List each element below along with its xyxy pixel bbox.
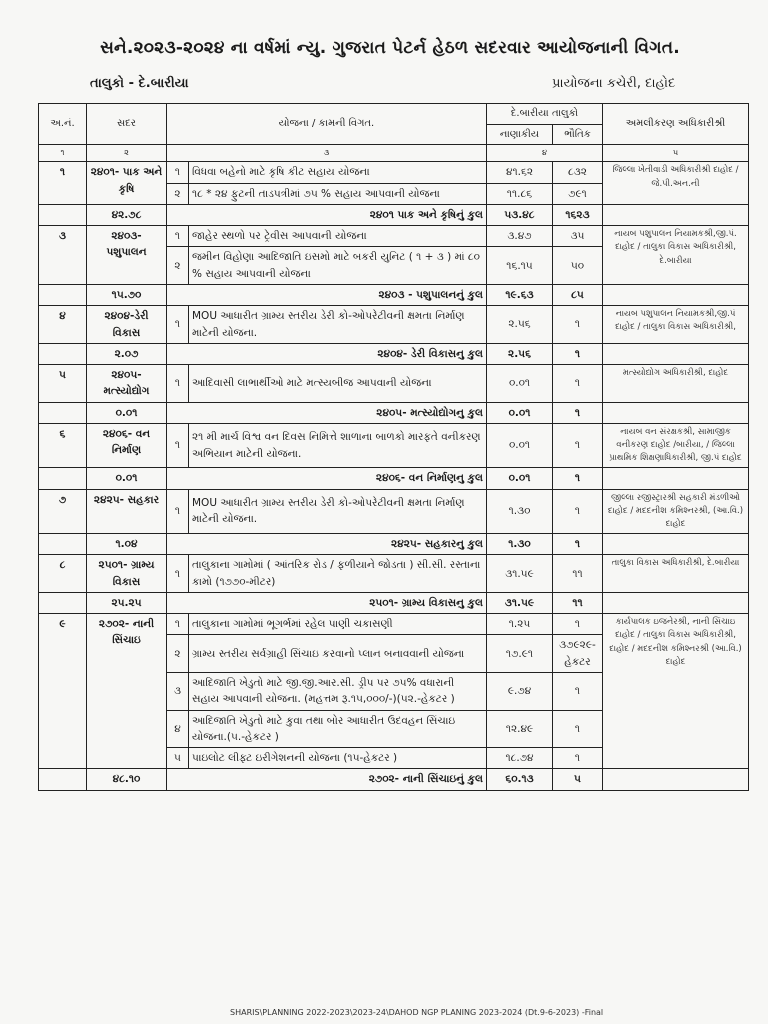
- item-text: વિધવા બહેનો માટે કૃષિ કીટ સહાય યોજના: [189, 162, 487, 183]
- item-number: ૧: [167, 614, 189, 635]
- item-number: ૩: [167, 673, 189, 711]
- section-total-row: [39, 769, 749, 790]
- item-financial: ૪૧.૬૨: [487, 162, 553, 183]
- item-physical: ૫૦: [553, 247, 603, 285]
- section-total-physical: ૮૫: [553, 284, 603, 305]
- item-text: તાલુકાના ગામોમાં ભૂગર્ભમાં રહેલ પાણી ચકાસણી: [189, 614, 487, 635]
- section-head: ૨૪૦૫- મત્સ્યોદ્યોગ: [87, 365, 167, 403]
- section-prev-amount: ૦.૦૧: [87, 402, 167, 423]
- col-head: સદર: [87, 104, 167, 145]
- section-total-financial: ૩૧.૫૯: [487, 592, 553, 613]
- section-total-physical: ૧૧: [553, 592, 603, 613]
- item-financial: ૩.૪૭: [487, 226, 553, 247]
- header-row: [39, 104, 749, 125]
- section-total-row: [39, 592, 749, 613]
- item-financial: ૦.૦૧: [487, 365, 553, 403]
- item-number: ૧: [167, 489, 189, 534]
- section-total-row: [39, 204, 749, 225]
- item-physical: ૧: [553, 489, 603, 534]
- item-financial: ૧૬.૧૫: [487, 247, 553, 285]
- section-total-row: [39, 468, 749, 489]
- item-text: આદિજાતિ ખેડુતો માટે જી.જી.આર.સી. ડ્રીપ પર ૭૫% વધારાની સહાય આપવાની યોજના. (મહત્તમ રૂ.૧૫,૦૦૦/-)(૫૨.-હેકટર ): [189, 673, 487, 711]
- section-prev-amount: ૨.૦૭: [87, 343, 167, 364]
- section-total-label: ૨૪૦૩ - પશુપાલનનું કુલ: [167, 284, 487, 305]
- col-agency: અમલીકરણ અધિકારીશ્રી: [603, 104, 749, 145]
- item-number: ૧: [167, 162, 189, 183]
- item-financial: ૧.૩૦: [487, 489, 553, 534]
- section-total-row: [39, 343, 749, 364]
- section-total-financial: ૬૦.૧૩: [487, 769, 553, 790]
- scheme-row: [39, 423, 749, 468]
- col-taluka-group: દે.બારીયા તાલુકો: [487, 104, 603, 125]
- section-sr: ૧: [39, 162, 87, 205]
- section-total-physical: ૧: [553, 534, 603, 555]
- item-physical: ૧: [553, 710, 603, 748]
- item-physical: ૧૧: [553, 555, 603, 593]
- section-prev-amount: ૨૫.૨૫: [87, 592, 167, 613]
- item-physical: ૧: [553, 748, 603, 769]
- item-number: ૫: [167, 748, 189, 769]
- section-prev-amount: ૧૫.૭૦: [87, 284, 167, 305]
- col-financial: નાણાકીય: [487, 124, 553, 145]
- item-number: ૧: [167, 365, 189, 403]
- scheme-row: [39, 365, 749, 403]
- section-total-physical: ૧: [553, 468, 603, 489]
- item-physical: ૧: [553, 365, 603, 403]
- section-total-financial: ૫૩.૪૮: [487, 204, 553, 225]
- section-total-label: ૨૫૦૧- ગ્રામ્ય વિકાસનુ કુલ: [167, 592, 487, 613]
- section-total-financial: ૧૯.૬૩: [487, 284, 553, 305]
- item-financial: ૧૧.૮૬: [487, 183, 553, 204]
- section-agency: કાર્યપાલક ઇજનેરશ્રી, નાની સિંચાઇ દાહોદ / તાલુકા વિકાસ અધિકારીશ્રી, દાહોદ / મદદનીશ કમિશ્નરશ્રી (આ.વિ.) દાહોદ: [603, 614, 749, 769]
- section-sr: ૮: [39, 555, 87, 593]
- section-prev-amount: ૦.૦૧: [87, 468, 167, 489]
- section-head: ૨૪૦૬- વન નિર્માણ: [87, 423, 167, 468]
- section-total-label: ૨૪૦૪- ડેરી વિકાસનુ કુલ: [167, 343, 487, 364]
- section-total-financial: ૦.૦૧: [487, 468, 553, 489]
- col-scheme: યોજના / કામની વિગત.: [167, 104, 487, 145]
- section-sr: ૬: [39, 423, 87, 468]
- section-head: ૨૭૦૨- નાની સિંચાઇ: [87, 614, 167, 769]
- section-agency: મત્સ્યોદ્યોગ અધિકારીશ્રી, દાહોદ: [603, 365, 749, 403]
- section-sr: ૫: [39, 365, 87, 403]
- scheme-table: [38, 103, 749, 791]
- section-total-row: [39, 402, 749, 423]
- item-financial: ૦.૦૧: [487, 423, 553, 468]
- office-label: પ્રાયોજના કચેરી, દાહોદ: [552, 76, 676, 91]
- item-text: ૧૮ * ૨૪ ફુટની તાડપત્રીમાં ૭૫ % સહાય આપવાની યોજના: [189, 183, 487, 204]
- col-physical: ભૌતિક: [553, 124, 603, 145]
- scheme-row: [39, 489, 749, 534]
- section-total-label: ૨૪૨૫- સહકારનુ કુલ: [167, 534, 487, 555]
- section-head: ૨૪૦૪-ડેરી વિકાસ: [87, 306, 167, 344]
- item-text: આદિજાતિ ખેડુતો માટે કુવા તથા બોર આધારીત ઉદવહન સિંચાઇ યોજના.(૫.-હેકટર ): [189, 710, 487, 748]
- section-prev-amount: ૧.૦૪: [87, 534, 167, 555]
- item-text: પાઇલોટ લીફ્ટ ઇરીગેશનની યોજના (૧૫-હેકટર ): [189, 748, 487, 769]
- section-sr: ૯: [39, 614, 87, 769]
- item-text: આદિવાસી લાભાર્થીઓ માટે મત્સ્યબીજ આપવાની યોજના: [189, 365, 487, 403]
- item-financial: ૯.૭૪: [487, 673, 553, 711]
- item-financial: ૧૮.૭૪: [487, 748, 553, 769]
- item-financial: ૩૧.૫૯: [487, 555, 553, 593]
- item-text: જાહેર સ્થળો પર ટ્રેવીસ આપવાની યોજના: [189, 226, 487, 247]
- item-number: ૧: [167, 423, 189, 468]
- section-agency: નાયબ વન સંરક્ષકશ્રી, સામાજીક વનીકરણ દાહોદ /બારીયા, / જિલ્લા પ્રાથમિક શિક્ષણાધિકારીશ્રી, જી.પં દાહોદ: [603, 423, 749, 468]
- scheme-row: [39, 306, 749, 344]
- section-total-label: ૨૪૦૧ પાક અને કૃષિનું કુલ: [167, 204, 487, 225]
- item-financial: ૧૨.૪૯: [487, 710, 553, 748]
- item-financial: ૧૭.૯૧: [487, 635, 553, 673]
- item-physical: ૧: [553, 614, 603, 635]
- page-title: સને.૨૦૨૩-૨૦૨૪ ના વર્ષમાં ન્યુ. ગુજરાત પેટર્ન હેઠળ સદરવાર આયોજનાની વિગત.: [100, 38, 680, 58]
- section-sr: ૪: [39, 306, 87, 344]
- scheme-row: [39, 162, 749, 183]
- item-text: ૨૧ મી માર્ચ વિશ્વ વન દિવસ નિમિત્તે શાળાના બાળકો મારફતે વનીકરણ અભિયાન માટેની યોજના.: [189, 423, 487, 468]
- item-text: MOU આધારીત ગ્રામ્ય સ્તરીય ડેરી કો-ઓપરેટીવની ક્ષમતા નિર્માણ માટેની યોજના.: [189, 489, 487, 534]
- item-physical: ૭૯૧: [553, 183, 603, 204]
- item-text: જમીન વિહોણા આદિજાતિ ઇસમો માટે બકરી યુનિટ ( ૧ + ૩ ) માં ૮૦ % સહાય આપવાની યોજના: [189, 247, 487, 285]
- section-prev-amount: ૪૨.૭૮: [87, 204, 167, 225]
- item-number: ૧: [167, 555, 189, 593]
- section-sr: ૩: [39, 226, 87, 285]
- footer-path: SHARIS\PLANNING 2022-2023\2023-24\DAHOD NGP PLANING 2023-2024 (Dt.9-6-2023) -Final: [230, 1008, 604, 1017]
- section-total-row: [39, 534, 749, 555]
- item-financial: ૨.૫૬: [487, 306, 553, 344]
- item-text: MOU આધારીત ગ્રામ્ય સ્તરીય ડેરી કો-ઓપરેટીવની ક્ષમતા નિર્માણ માટેની યોજના.: [189, 306, 487, 344]
- section-total-row: [39, 284, 749, 305]
- section-total-financial: ૧.૩૦: [487, 534, 553, 555]
- item-number: ૪: [167, 710, 189, 748]
- section-agency: જિલ્લા ખેતીવાડી અધિકારીશ્રી દાહોદ / જે.પી.અન.ની: [603, 162, 749, 205]
- section-agency: જીલ્લા રજીસ્ટ્રારશ્રી સહકારી મંડળીઓ દાહોદ / મદદનીશ કમિશ્નરશ્રી, (આ.વિ.) દાહોદ: [603, 489, 749, 534]
- item-number: ૨: [167, 247, 189, 285]
- scheme-row: [39, 555, 749, 593]
- item-number: ૨: [167, 635, 189, 673]
- taluka-label: તાલુકો - દે.બારીયા: [90, 76, 189, 91]
- item-physical: ૧: [553, 423, 603, 468]
- section-total-physical: ૧: [553, 402, 603, 423]
- item-number: ૨: [167, 183, 189, 204]
- section-total-label: ૨૪૦૬- વન નિર્માણનુ કુલ: [167, 468, 487, 489]
- section-agency: નાયબ પશુપાલન નિયામકશ્રી,જી.પં દાહોદ / તાલુકા વિકાસ અધિકારીશ્રી,: [603, 306, 749, 344]
- section-total-physical: ૫: [553, 769, 603, 790]
- section-total-financial: ૦.૦૧: [487, 402, 553, 423]
- item-physical: ૩૭૯૨૯- હેકટર: [553, 635, 603, 673]
- item-physical: ૧: [553, 306, 603, 344]
- item-physical: ૧: [553, 673, 603, 711]
- section-head: ૨૪૨૫- સહકાર: [87, 489, 167, 534]
- section-total-financial: ૨.૫૬: [487, 343, 553, 364]
- item-number: ૧: [167, 226, 189, 247]
- item-number: ૧: [167, 306, 189, 344]
- section-total-label: ૨૭૦૨- નાની સિંચાઇનું કુલ: [167, 769, 487, 790]
- section-total-label: ૨૪૦૫- મત્સ્યોદ્યોગનુ કુલ: [167, 402, 487, 423]
- section-prev-amount: ૪૮.૧૦: [87, 769, 167, 790]
- column-index-row: ૧ ૨ ૩ ૪ ૫: [39, 145, 749, 162]
- section-total-physical: ૧: [553, 343, 603, 364]
- item-text: તાલુકાના ગામોમાં ( આંતરિક રોડ / ફળીયાને જોડતા ) સી.સી. રસ્તાના કામો (૧૭૭૦-મીટર): [189, 555, 487, 593]
- section-head: ૨૫૦૧- ગ્રામ્ય વિકાસ: [87, 555, 167, 593]
- section-agency: નાયબ પશુપાલન નિયામકશ્રી,જી.પં. દાહોદ / તાલુકા વિકાસ અધિકારીશ્રી, દે.બારીયા: [603, 226, 749, 285]
- section-agency: તાલુકા વિકાસ અધિકારીશ્રી, દે.બારીયા: [603, 555, 749, 593]
- item-physical: ૩૫: [553, 226, 603, 247]
- scheme-row: [39, 226, 749, 247]
- section-head: ૨૪૦૩- પશુપાલન: [87, 226, 167, 285]
- col-sr: અ.નં.: [39, 104, 87, 145]
- section-total-physical: ૧૬૨૩: [553, 204, 603, 225]
- scheme-row: [39, 614, 749, 635]
- section-sr: ૭: [39, 489, 87, 534]
- item-text: ગ્રામ્ય સ્તરીય સર્વગ્રાહી સિંચાઇ કરવાનો પ્લાન બનાવવાની યોજના: [189, 635, 487, 673]
- section-head: ૨૪૦૧- પાક અને કૃષિ: [87, 162, 167, 205]
- item-physical: ૮૩૨: [553, 162, 603, 183]
- item-financial: ૧.૨૫: [487, 614, 553, 635]
